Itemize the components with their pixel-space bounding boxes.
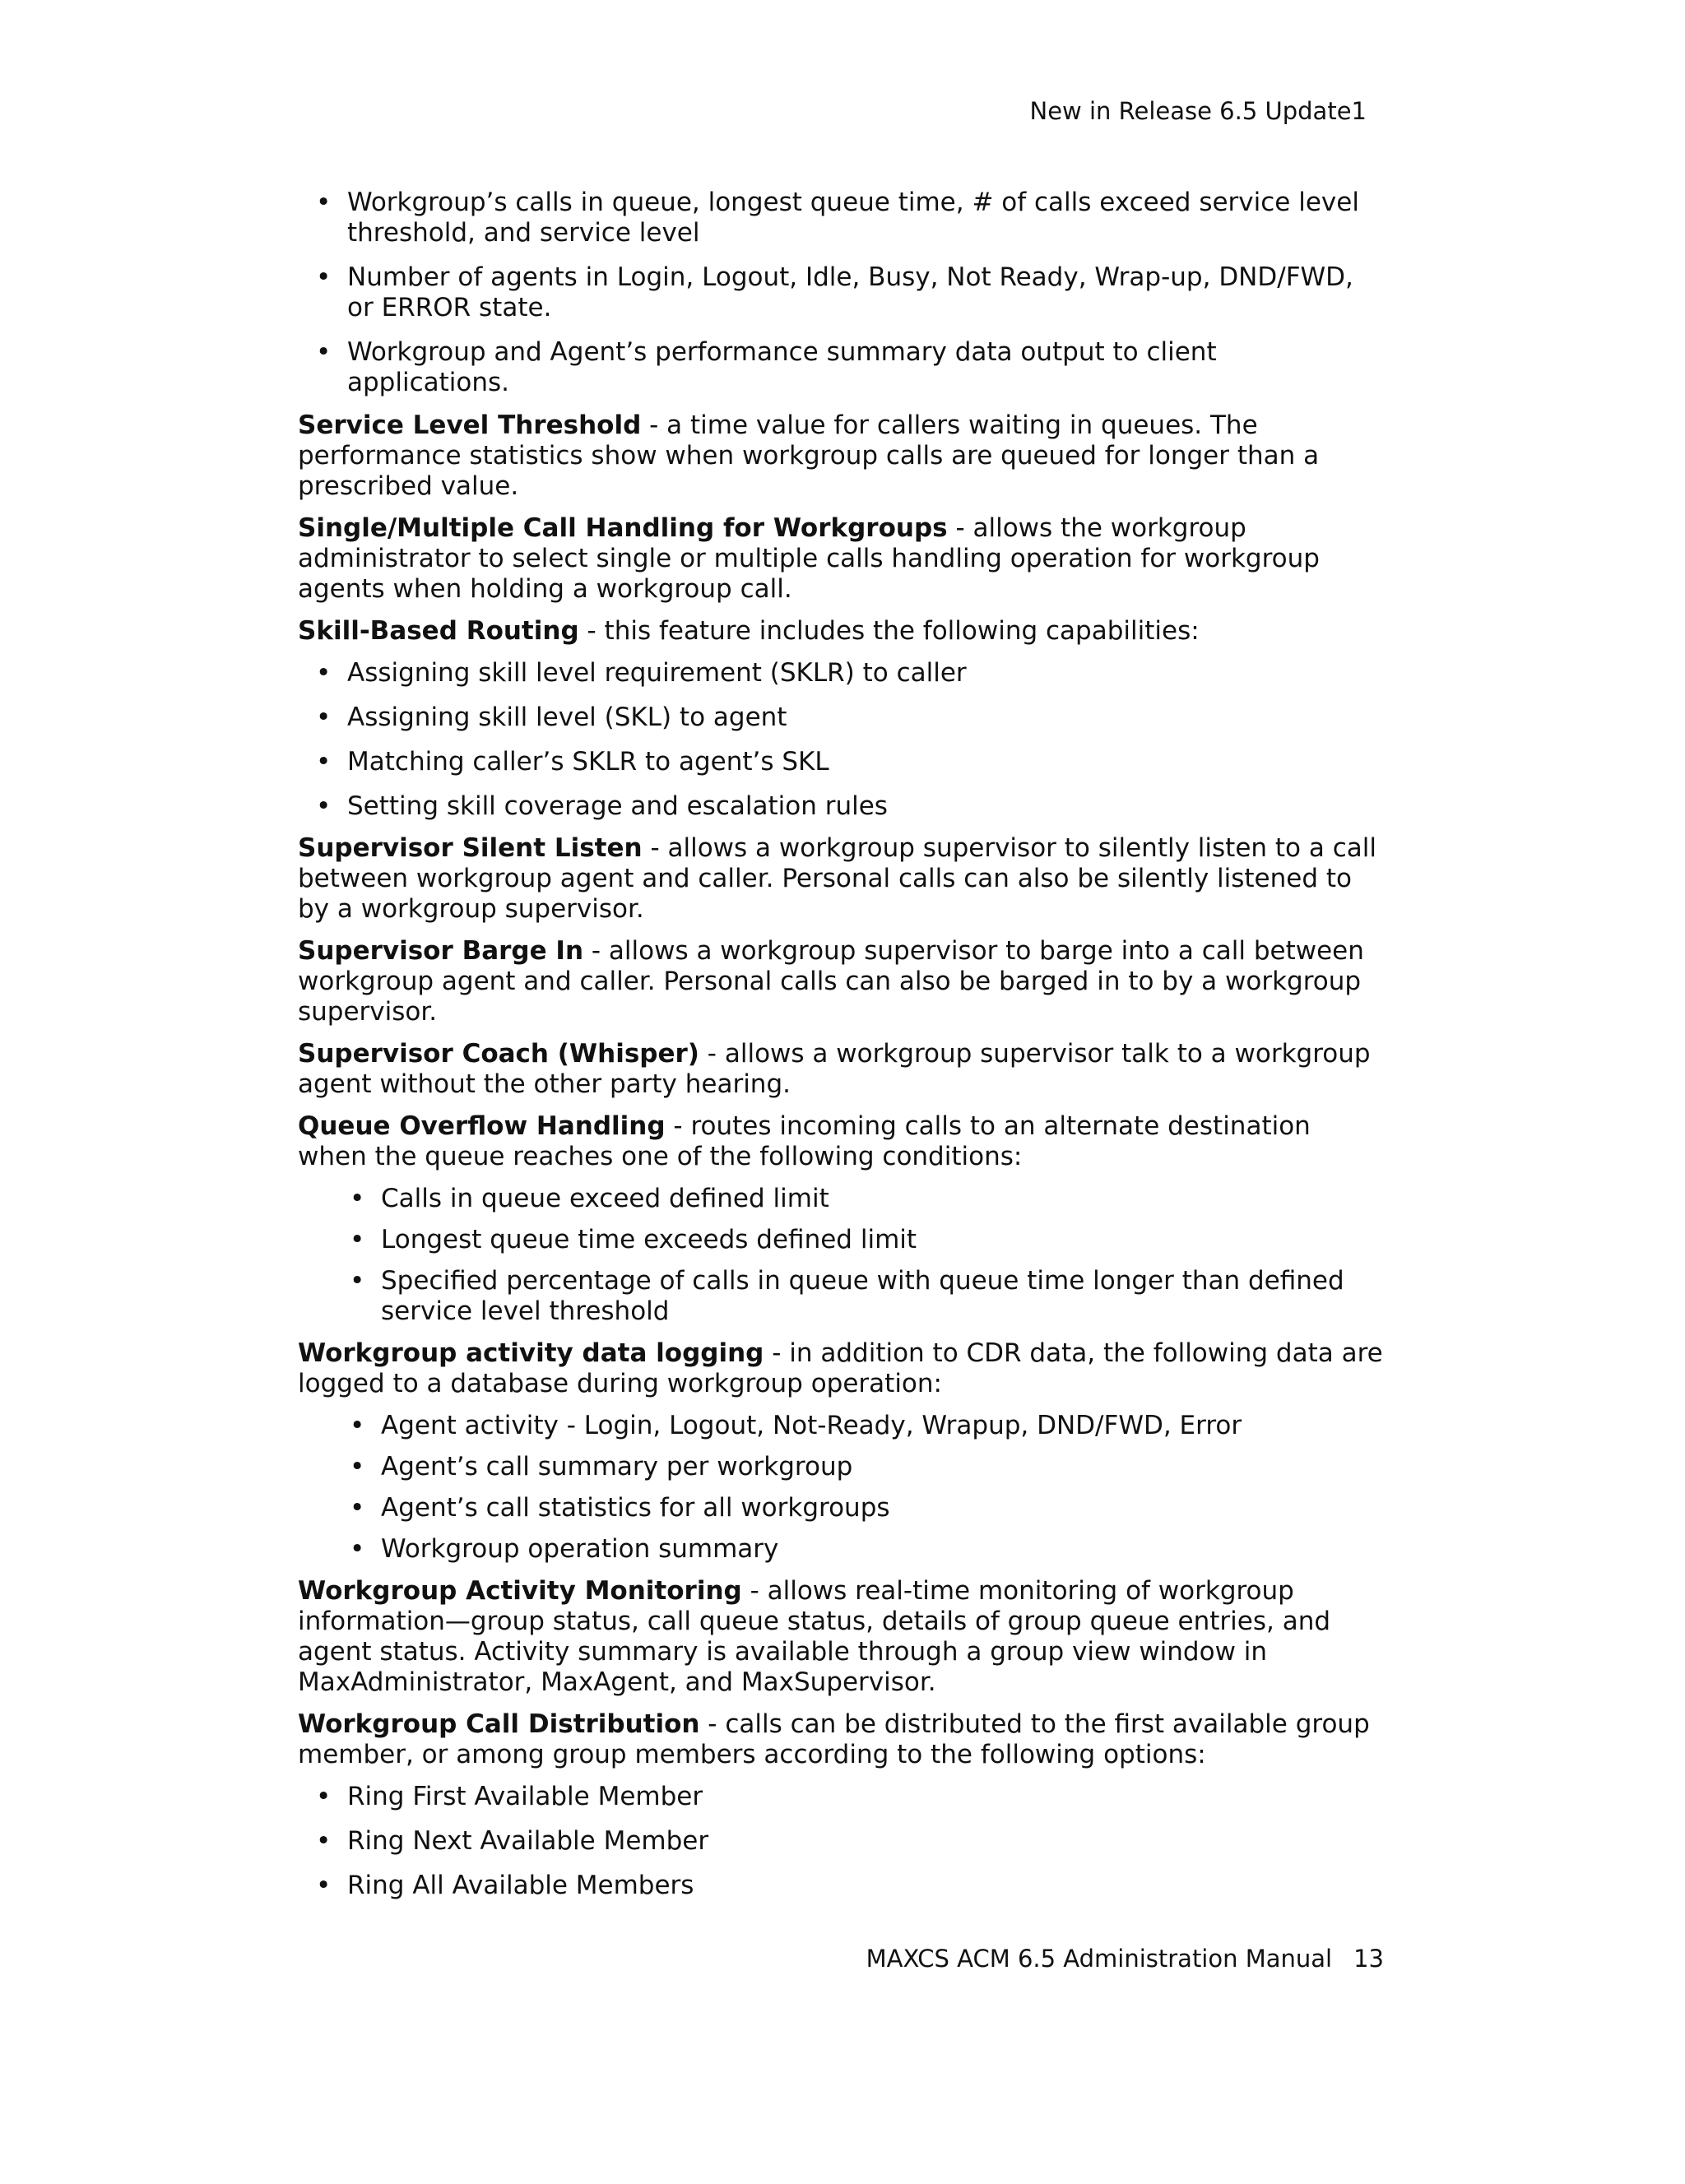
bullet-list	[347, 658, 1386, 822]
list-item: • Assigning skill level (SKL) to agent	[347, 702, 1386, 733]
list-item: • Assigning skill level requirement (SKLR) to caller	[347, 658, 1386, 689]
definition-term: Single/Multiple Call Handling for Workgroups	[298, 513, 948, 543]
list-item: • Setting skill coverage and escalation rules	[347, 791, 1386, 822]
definition-text: - in addition to CDR data, the following data are logged to a database during workgroup operation:	[298, 1338, 1383, 1398]
definition-workgroup-activity-monitoring	[298, 1576, 1386, 1698]
definition-text: - allows the workgroup administrator to select single or multiple calls handling operation for workgroup agents when holding a workgroup call.	[298, 513, 1320, 604]
definition-text: - allows real-time monitoring of workgroup information—group status, call queue status, details of group queue entries, and agent status. Activity summary is available through a group view window in MaxAdministrator, MaxAgent, and MaxSupervisor.	[298, 1576, 1331, 1697]
definition-term: Supervisor Silent Listen	[298, 833, 643, 863]
page-body	[298, 188, 1386, 1913]
definition-workgroup-call-distribution	[298, 1709, 1386, 1770]
list-item: • Longest queue time exceeds defined limit	[381, 1225, 1386, 1255]
page-footer	[866, 1942, 1384, 1975]
list-item: • Agent activity - Login, Logout, Not-Ready, Wrapup, DND/FWD, Error	[381, 1411, 1386, 1441]
bullet-list	[381, 1184, 1386, 1327]
definition-term: Workgroup Call Distribution	[298, 1709, 700, 1739]
definition-queue-overflow-handling	[298, 1111, 1386, 1172]
list-item: • Number of agents in Login, Logout, Idle, Busy, Not Ready, Wrap-up, DND/FWD, or ERROR state.	[347, 262, 1386, 323]
page-number: 13	[1353, 1945, 1384, 1973]
definition-term: Queue Overflow Handling	[298, 1111, 666, 1141]
definition-service-level-threshold	[298, 410, 1386, 502]
definition-term: Skill-Based Routing	[298, 616, 579, 646]
definition-text: - allows a workgroup supervisor to silently listen to a call between workgroup agent and caller. Personal calls can also be silently listened to by a workgroup supervisor.	[298, 833, 1376, 924]
definition-term: Supervisor Coach (Whisper)	[298, 1039, 699, 1069]
footer-title: MAXCS ACM 6.5 Administration Manual	[866, 1945, 1333, 1973]
definition-supervisor-silent-listen	[298, 833, 1386, 925]
definition-term: Workgroup activity data logging	[298, 1338, 764, 1368]
definition-workgroup-activity-data-logging	[298, 1338, 1386, 1399]
definition-term: Supervisor Barge In	[298, 936, 584, 966]
list-item: • Specified percentage of calls in queue with queue time longer than defined service level threshold	[381, 1266, 1386, 1327]
definition-skill-based-routing	[298, 616, 1386, 647]
list-item: • Ring First Available Member	[347, 1782, 1386, 1812]
definition-text: - allows a workgroup supervisor to barge into a call between workgroup agent and caller. Personal calls can also be barged in to by a workgroup supervisor.	[298, 936, 1364, 1027]
definition-term: Service Level Threshold	[298, 410, 642, 440]
definition-single-multiple-call-handling	[298, 513, 1386, 605]
definition-text: - calls can be distributed to the first available group member, or among group members according to the following options:	[298, 1709, 1370, 1769]
list-item: • Ring Next Available Member	[347, 1826, 1386, 1857]
list-item: • Workgroup operation summary	[381, 1534, 1386, 1565]
list-item: • Agent’s call summary per workgroup	[381, 1452, 1386, 1482]
bullet-list	[381, 1411, 1386, 1565]
definition-text: - routes incoming calls to an alternate destination when the queue reaches one of the following conditions:	[298, 1111, 1311, 1171]
list-item: • Matching caller’s SKLR to agent’s SKL	[347, 747, 1386, 777]
list-item: • Agent’s call statistics for all workgroups	[381, 1493, 1386, 1523]
page-header: New in Release 6.5 Update1	[1029, 97, 1367, 125]
definition-text: - this feature includes the following capabilities:	[578, 616, 1200, 646]
list-item: • Ring All Available Members	[347, 1871, 1386, 1901]
definition-text: - allows a workgroup supervisor talk to a workgroup agent without the other party hearing.	[298, 1039, 1371, 1099]
list-item: • Workgroup and Agent’s performance summary data output to client applications.	[347, 337, 1386, 398]
definition-text: - a time value for callers waiting in queues. The performance statistics show when workgroup calls are queued for longer than a prescribed value.	[298, 410, 1320, 501]
bullet-list	[347, 1782, 1386, 1901]
bullet-list	[347, 188, 1386, 398]
definition-term: Workgroup Activity Monitoring	[298, 1576, 742, 1606]
list-item: • Workgroup’s calls in queue, longest queue time, # of calls exceed service level threshold, and service level	[347, 188, 1386, 248]
definition-supervisor-barge-in	[298, 936, 1386, 1027]
list-item: • Calls in queue exceed defined limit	[381, 1184, 1386, 1214]
definition-supervisor-coach	[298, 1039, 1386, 1100]
